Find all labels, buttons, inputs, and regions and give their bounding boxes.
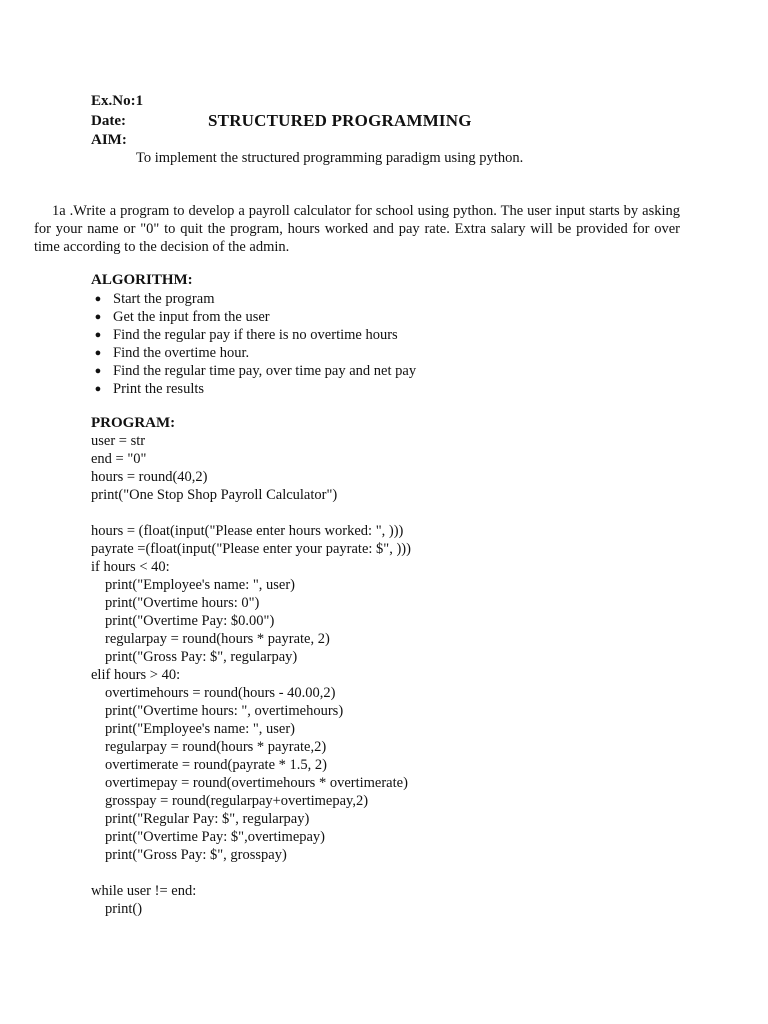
code-line: print("Employee's name: ", user)	[105, 577, 296, 593]
algorithm-step	[91, 344, 416, 362]
algorithm-heading: ALGORITHM:	[91, 272, 193, 288]
algorithm-step-text: Find the overtime hour.	[113, 345, 250, 361]
algorithm-step	[91, 380, 416, 398]
page-title: STRUCTURED PROGRAMMING	[208, 111, 472, 130]
code-line: print("Overtime Pay: $",overtimepay)	[105, 829, 326, 845]
algorithm-step-text: Get the input from the user	[113, 309, 270, 325]
algorithm-step-text: Start the program	[113, 291, 215, 307]
code-line: if hours < 40:	[91, 559, 170, 575]
algorithm-step	[91, 326, 416, 344]
aim-label: AIM:	[91, 132, 127, 148]
algorithm-step	[91, 290, 416, 308]
code-line: while user != end:	[91, 883, 197, 899]
code-line: end = "0"	[91, 451, 147, 467]
code-line: grosspay = round(regularpay+overtimepay,2)	[105, 793, 369, 809]
bullet-icon: ●	[94, 365, 102, 377]
code-line: print("Regular Pay: $", regularpay)	[105, 811, 310, 827]
code-line: print("Overtime hours: 0")	[105, 595, 260, 611]
aim-text: To implement the structured programming paradigm using python.	[136, 150, 524, 166]
program-code	[91, 432, 411, 918]
algorithm-step-text: Print the results	[113, 381, 205, 397]
date-label: Date:	[91, 113, 126, 129]
code-line: print("Gross Pay: $", grosspay)	[105, 847, 287, 863]
code-line: overtimerate = round(payrate * 1.5, 2)	[105, 757, 327, 773]
bullet-icon: ●	[94, 311, 102, 323]
exercise-number: Ex.No:1	[91, 93, 144, 109]
code-line: print()	[105, 901, 143, 917]
code-line: user = str	[91, 433, 146, 449]
algorithm-step-text: Find the regular time pay, over time pay and net pay	[113, 363, 417, 379]
bullet-icon: ●	[94, 329, 102, 341]
bullet-icon: ●	[94, 293, 102, 305]
code-line: regularpay = round(hours * payrate,2)	[105, 739, 327, 755]
algorithm-steps	[91, 290, 416, 398]
code-line: overtimepay = round(overtimehours * overtimerate)	[105, 775, 408, 791]
code-line: print("Overtime Pay: $0.00")	[105, 613, 275, 629]
program-heading: PROGRAM:	[91, 415, 176, 431]
code-line: print("Employee's name: ", user)	[105, 721, 296, 737]
code-line: hours = (float(input("Please enter hours worked: ", )))	[91, 523, 404, 539]
code-line: print("Overtime hours: ", overtimehours)	[105, 703, 344, 719]
code-line: payrate =(float(input("Please enter your payrate: $", )))	[91, 541, 411, 557]
algorithm-step-text: Find the regular pay if there is no overtime hours	[113, 327, 398, 343]
code-line: print("Gross Pay: $", regularpay)	[105, 649, 298, 665]
code-line: hours = round(40,2)	[91, 469, 208, 485]
code-line: elif hours > 40:	[91, 667, 181, 683]
code-blank-line	[91, 504, 411, 522]
algorithm-step	[91, 362, 416, 380]
code-blank-line	[91, 864, 411, 882]
code-line: print("One Stop Shop Payroll Calculator")	[91, 487, 338, 503]
bullet-icon: ●	[94, 383, 102, 395]
code-line: regularpay = round(hours * payrate, 2)	[105, 631, 330, 647]
task-description: 1a .Write a program to develop a payroll calculator for school using python. The user input starts by asking for your name or "0" to quit the program, hours worked and pay rate. Extra salary will be provided for over time according to the decision of the admin.	[34, 203, 680, 255]
code-line: overtimehours = round(hours - 40.00,2)	[105, 685, 336, 701]
algorithm-step	[91, 308, 416, 326]
bullet-icon: ●	[94, 347, 102, 359]
